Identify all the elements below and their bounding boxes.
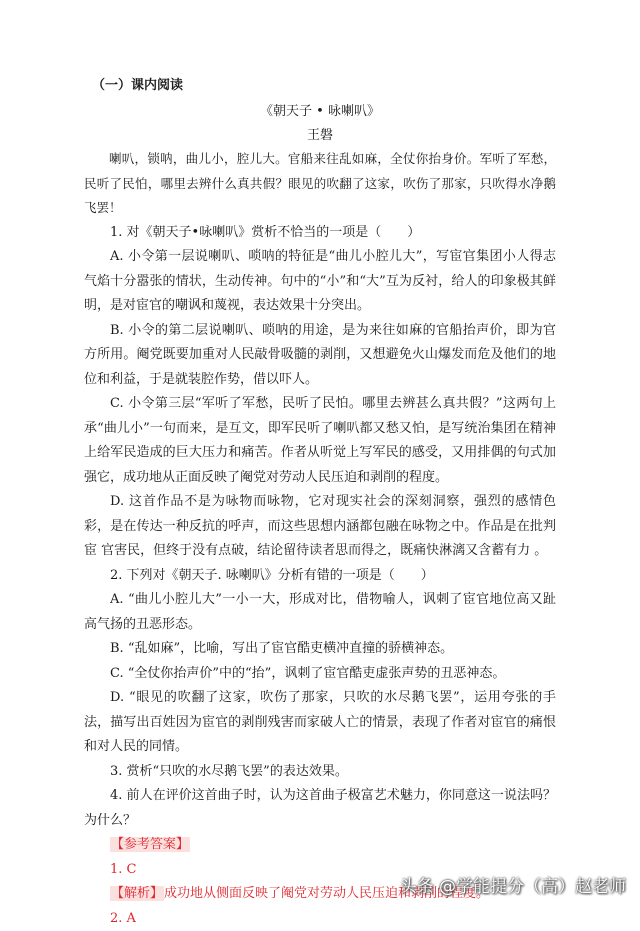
question-3: 3. 赏析“只吹的水尽鹅飞罢”的表达效果。 [84,760,556,785]
answer-heading: 【参考答案】 [110,837,190,852]
question-2-option-c: C. “全仗你抬声价”中的“抬”，讽刺了宦官酷吏虚张声势的丑恶神态。 [84,662,556,687]
analysis-tag: 【解析】 [110,886,164,901]
question-2-option-b: B. “乱如麻”，比喻，写出了宦官酷吏横冲直撞的骄横神态。 [84,637,556,662]
poem-title: 《朝天子 • 咏喇叭》 [0,100,640,119]
answer-2: 2. A [84,907,556,931]
poem-text: 喇叭，锁呐，曲儿小，腔儿大。官船来往乱如麻，全仗你抬身价。军听了军愁，民听了民怕，哪里去辨什么真共假？眼见的吹翻了这家，吹伤了那家，只吹得水净鹅飞罢！ [84,147,556,221]
answer-1: 1. C [84,858,556,883]
watermark: 头条 @学能提分（高）赵老师 [400,872,626,897]
document-body [84,147,556,931]
question-1-stem: 1. 对《朝天子•咏喇叭》赏析不恰当的一项是（ ） [84,221,556,246]
question-4: 4. 前人在评价这首曲子时，认为这首曲子极富艺术魅力，你同意这一说法吗？为什么？ [84,784,556,833]
section-title: （一）课内阅读 [92,74,183,93]
question-2-option-d: D. “眼见的吹翻了这家，吹伤了那家，只吹的水尽鹅飞罢”，运用夸张的手法，描写出百姓因为宦官的剥削残害而家破人亡的情景，表现了作者对宦官的痛恨和对人民的同情。 [84,686,556,760]
question-2-stem: 2. 下列对《朝天子. 咏喇叭》分析有错的一项是（ ） [84,564,556,589]
question-1-option-b: B. 小令的第二层说喇叭、唢呐的用途，是为来往如麻的官船抬声价，即为官方所用。阉党既要加重对人民敲骨吸髓的剥削，又想避免火山爆发而危及他们的地位和利益，于是就装腔作势，借以吓人。 [84,319,556,393]
question-2-option-a: A. “曲儿小腔儿大”一小一大，形成对比，借物喻人，讽刺了宦官地位高又趾高气扬的丑恶形态。 [84,588,556,637]
poem-author: 王磐 [0,124,640,143]
question-1-option-a: A. 小令第一层说喇叭、唢呐的特征是“曲儿小腔儿大”，写宦官集团小人得志气焰十分嚣张的情状，生动传神。句中的“小”和“大”互为反衬，给人的印象极其鲜明，是对宦官的嘲讽和蔑视，表达效果十分突出。 [84,245,556,319]
answer-heading-row [84,833,556,858]
question-1-option-d: D. 这首作品不是为咏物而咏物，它对现实社会的深刻洞察，强烈的感情色彩，是在传达一种反抗的呼声，而这些思想内涵都包融在咏物之中。作品是在批判宦 官害民，但终于没有点破，结论留待读者思而得之，既痛快淋漓又含蓄有力 。 [84,490,556,564]
question-1-option-c: C. 小令第三层“军听了军愁，民听了民怕。哪里去辨甚么真共假？”这两句上承“曲儿小”一句而来，是互文，即军民听了喇叭都又愁又怕，是写统治集团在精神上给军民造成的巨大压力和痛苦。作者从听觉上写军民的感受，又用排偶的句式加强它，成功地从正面反映了阉党对劳动人民压迫和剥削的程度。 [84,392,556,490]
analysis-text: 成功地从侧面反映了阉党对劳动人民压迫和剥削的程度。 [164,886,489,901]
